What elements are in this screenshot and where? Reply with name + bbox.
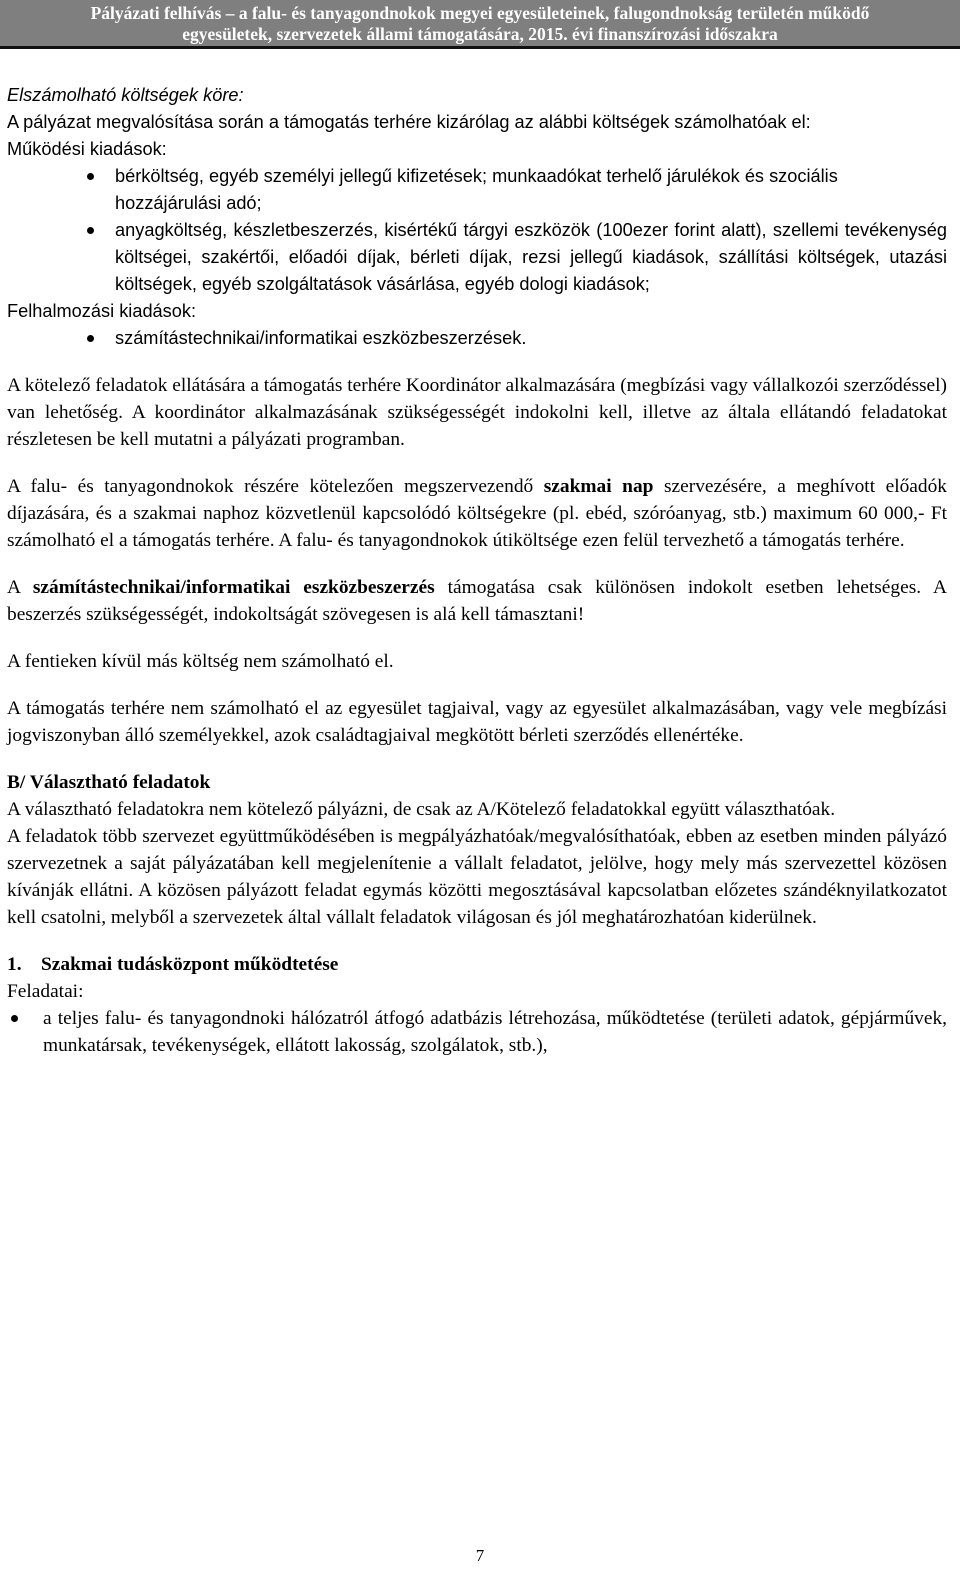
professional-day-paragraph: [7, 473, 947, 554]
coordinator-paragraph: A kötelező feladatok ellátására a támogatás terhére Koordinátor alkalmazására (megbízási vagy vállalkozói szerződéssel) van lehetőség. A koordinátor alkalmazásának szükségességét indokolni kell, illetve az általa ellátandó feladatokat részletesen be kell mutatni a pályázati programban.: [7, 375, 948, 450]
text-segment: szervezésére, a meghívott előadók díjazására, és a szakmai naphoz közvetlenül kapcsolódó költségekre (pl. ebéd, szóróanyag, stb.) maximum 60 000,- Ft számolható el a támogatás terhére. A falu- és tanyagondnokok útiköltsége ezen felül tervezhető a támogatás terhére.: [7, 476, 947, 551]
section-b-paragraph-1: A választható feladatokra nem kötelező pályázni, de csak az A/Kötelező feladatokkal együtt választhatóak.: [7, 799, 836, 820]
text-segment: A falu- és tanyagondnokok részére kötelezően megszervezendő: [7, 476, 544, 497]
document-header: [0, 0, 960, 49]
section-b-paragraph-2: A feladatok több szervezet együttműködésében is megpályázhatóak/megvalósíthatóak, ebben az esetben minden pályázó szervezetnek a saját pályázatában kell megjelenítenie a vállalt feladatot, jelölve, hogy mely más szervezettel közösen kívánják ellátni. A közösen pályázott feladat egymás közötti megosztásával kapcsolatban előzetes szándéknyilatkozatot kell csatolni, melyből a szervezetek által vállalt feladatok világosan és jól meghatározhatóan kiderülnek.: [7, 826, 947, 928]
list-item: bérköltség, egyéb személyi jellegű kifizetések; munkaadókat terhelő járulékok és szociális hozzájárulási adó;: [7, 163, 947, 217]
task-1-list: [7, 1005, 947, 1059]
members-paragraph: A támogatás terhére nem számolható el az egyesület tagjaival, vagy az egyesület alkalmazásában, vagy vele megbízási jogviszonyban álló személyekkel, azok családtagjaival megkötött bérleti szerződés ellenértéke.: [7, 698, 947, 746]
page-content: [7, 82, 947, 1059]
list-item: a teljes falu- és tanyagondnoki hálózatról átfogó adatbázis létrehozása, működtetése (területi adatok, gépjárművek, munkatársak, tevékenységek, ellátott lakosság, szolgálatok, stb.),: [7, 1005, 947, 1059]
task-title: Szakmai tudásközpont működtetése: [41, 954, 339, 975]
eligible-costs-section: [7, 82, 947, 352]
highlighted-term: szakmai nap: [543, 476, 654, 497]
operating-costs-label: Működési kiadások:: [7, 139, 167, 159]
header-line-1: Pályázati felhívás – a falu- és tanyagondnokok megyei egyesületeinek, falugondnokság területén működő: [90, 3, 870, 23]
list-item: számítástechnikai/informatikai eszközbeszerzések.: [7, 325, 947, 352]
eligible-costs-intro: A pályázat megvalósítása során a támogatás terhére kizárólag az alábbi költségek számolhatóak el:: [7, 112, 811, 132]
capital-costs-label: Felhalmozási kiadások:: [7, 301, 197, 321]
it-purchase-paragraph: [7, 574, 947, 628]
operating-costs-list: [7, 163, 947, 298]
no-other-costs-paragraph: A fentieken kívül más költség nem számolható el.: [7, 651, 394, 672]
page-number: 7: [475, 1546, 485, 1565]
capital-costs-list: [7, 325, 947, 352]
section-b-heading: B/ Választható feladatok: [7, 772, 211, 793]
highlighted-term: számítástechnikai/informatikai eszközbeszerzés: [32, 577, 435, 598]
header-line-2: egyesületek, szervezetek állami támogatására, 2015. évi finanszírozási időszakra: [182, 24, 778, 44]
task-1-label: Feladatai:: [7, 981, 84, 1002]
task-number: 1.: [7, 954, 22, 975]
task-1-heading: [7, 951, 947, 978]
text-segment: támogatása csak különösen indokolt esetben lehetséges. A beszerzés szükségességét, indokoltságát szövegesen is alá kell támasztani!: [7, 577, 947, 625]
list-item: anyagköltség, készletbeszerzés, kisértékű tárgyi eszközök (100ezer forint alatt), szellemi tevékenység költségei, szakértői, előadói díjak, bérleti díjak, rezsi jellegű kiadások, szállítási költségek, utazási költségek, egyéb szolgáltatások vásárlása, egyéb dologi kiadások;: [7, 217, 947, 298]
text-segment: A: [7, 577, 33, 598]
eligible-costs-heading: Elszámolható költségek köre:: [7, 85, 244, 105]
